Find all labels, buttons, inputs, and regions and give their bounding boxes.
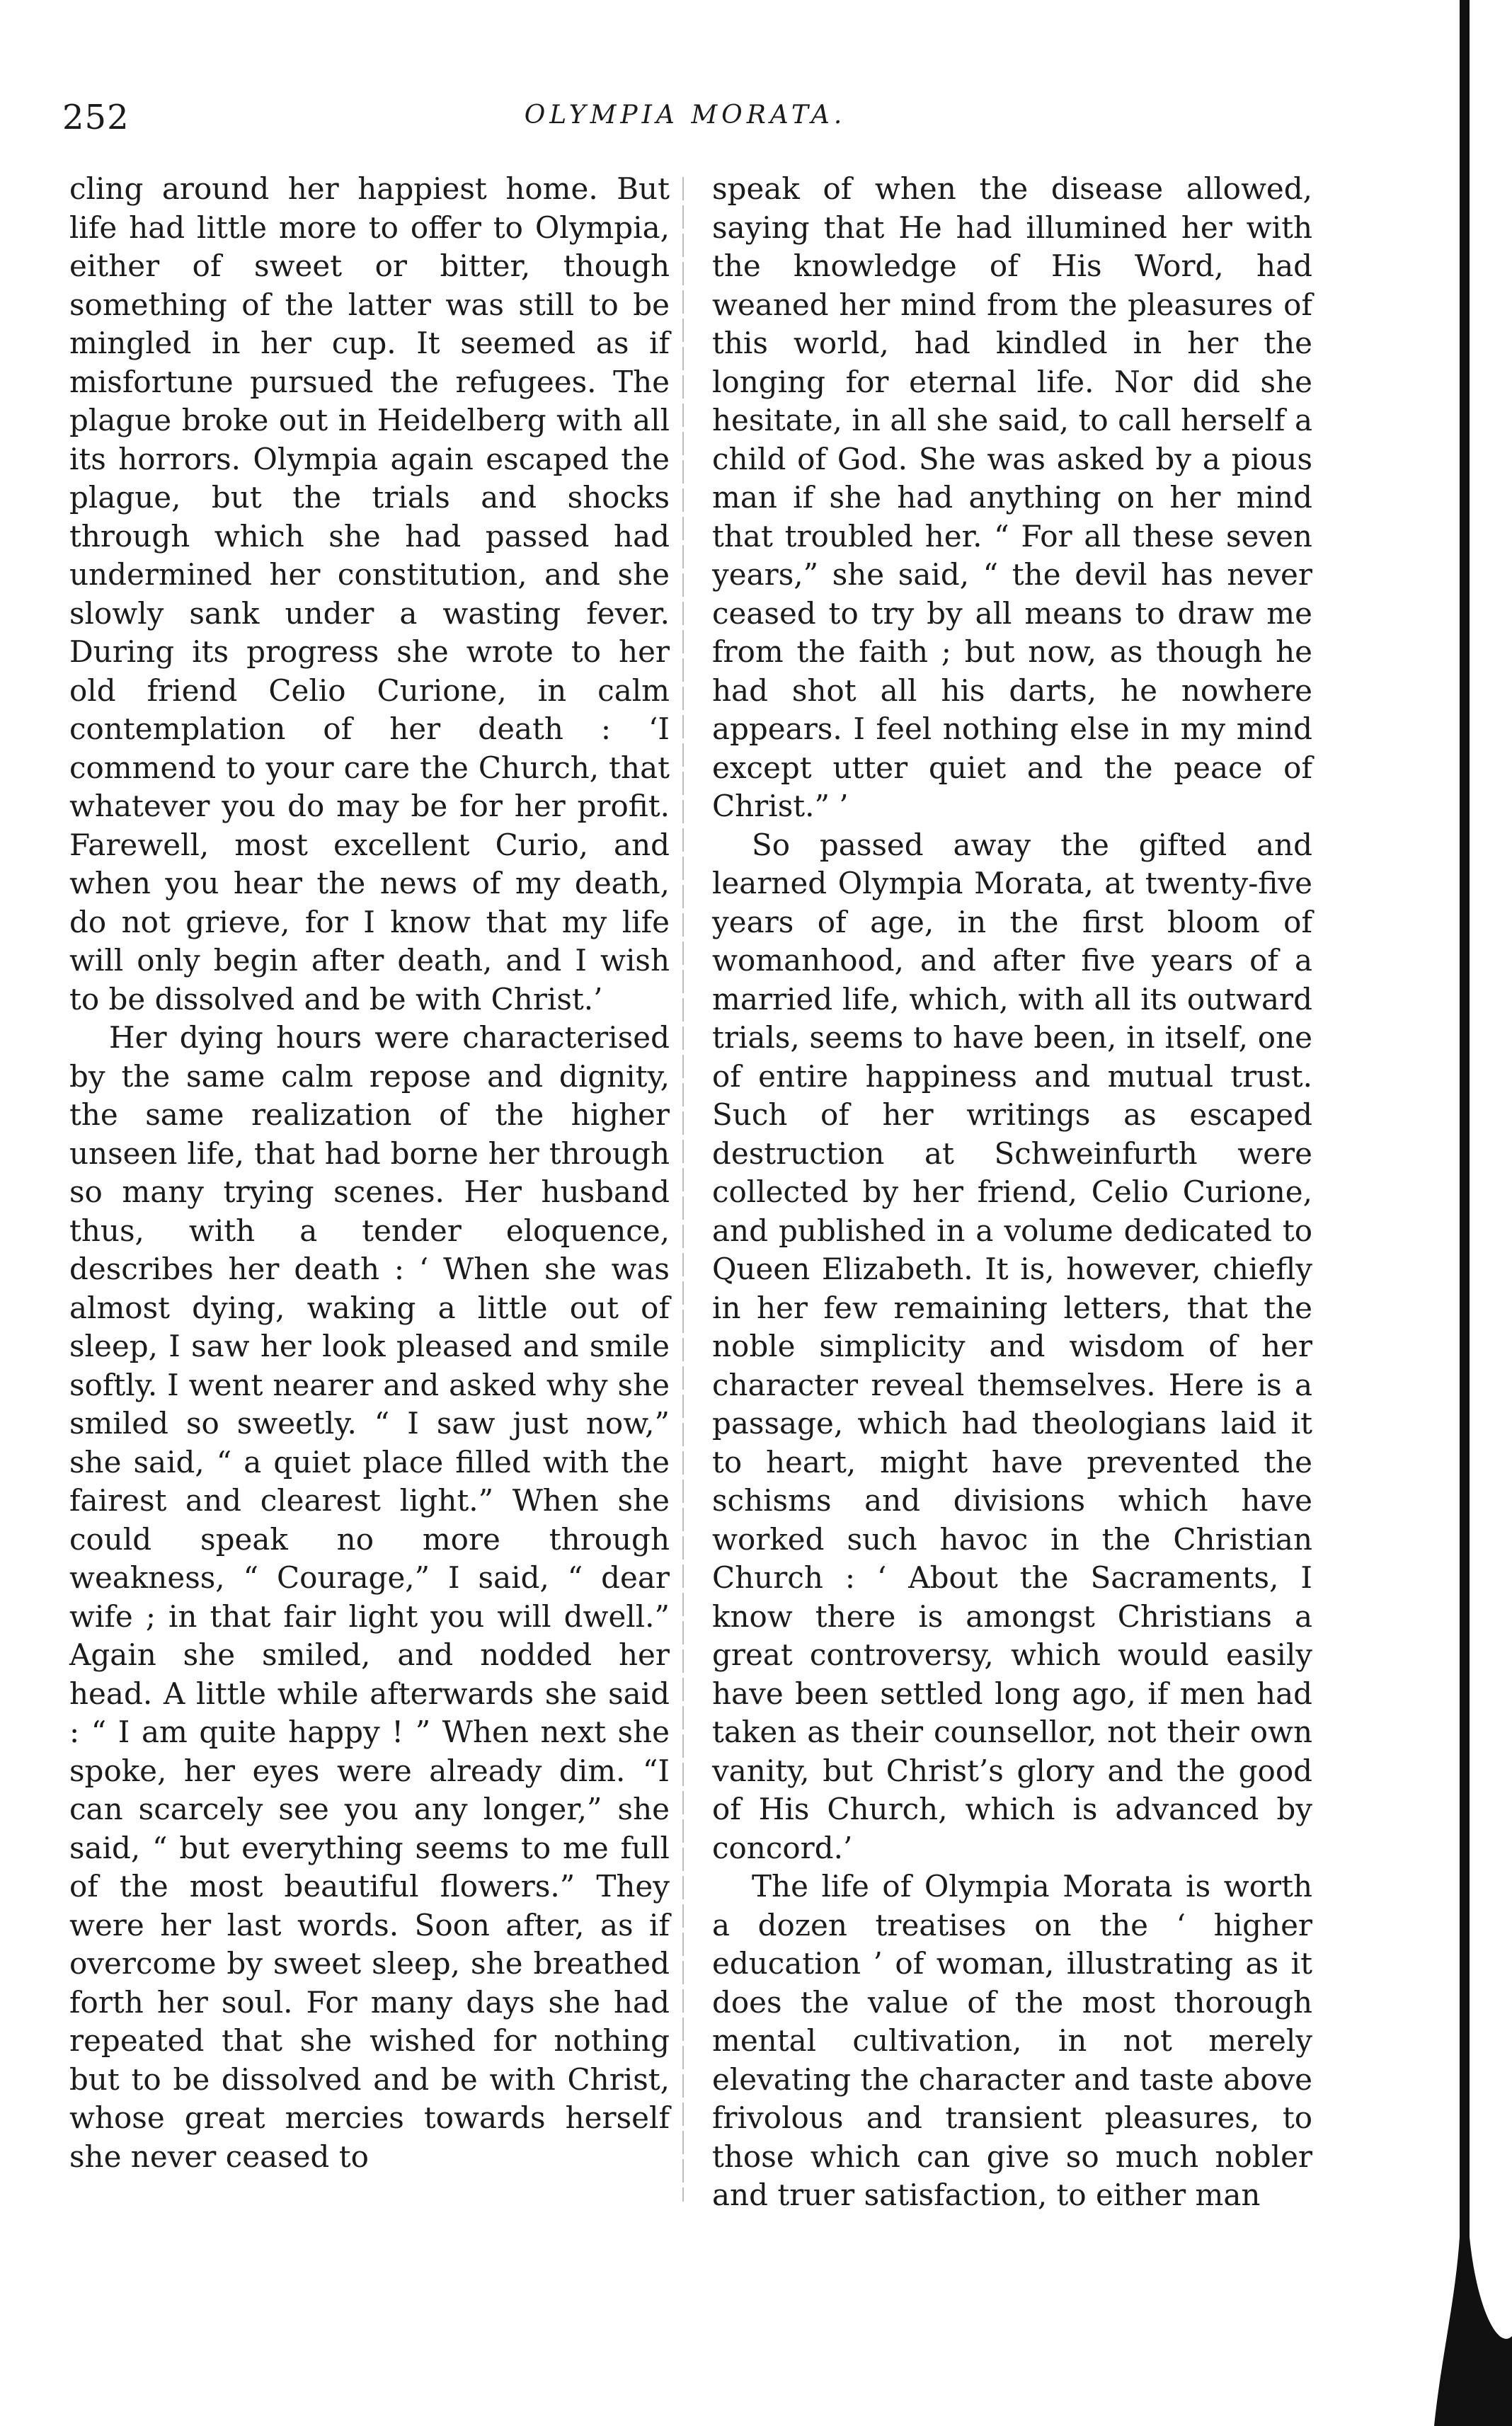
page-header xyxy=(62,98,1308,140)
paragraph: The life of Olympia Morata is worth a dozen treatises on the ‘ higher education ’ of woman, illustrating as it does the value of the most thorough mental cultivation, in not merely elevating the character and taste above frivolous and transient pleasures, to those which can give so much nobler and truer satisfaction, to either man xyxy=(712,1869,1312,2212)
paragraph: speak of when the disease allowed, saying that He had illumined her with the knowledge of His Word, had weaned her mind from the pleasures of this world, had kindled in her the longing for eternal life. Nor did she hesitate, in all she said, to call herself a child of God. She was asked by a pious man if she had anything on her mind that troubled her. “ For all these seven years,” she said, “ the devil has never ceased to try by all means to draw me from the faith ; but now, as though he had shot all his darts, he nowhere appears. I feel nothing else in my mind except utter quiet and the peace of Christ.” ’ xyxy=(712,171,1312,823)
column-divider xyxy=(682,177,684,2202)
page-binding-edge xyxy=(1434,0,1512,2426)
paragraph: cling around her happiest home. But life had little more to offer to Olympia, either of sweet or bitter, though something of the latter was still to be mingled in her cup. It seemed as if misfortune pursued the refugees. The plague broke out in Heidelberg with all its horrors. Olympia again escaped the plague, but the trials and shocks through which she had passed had undermined her constitution, and she slowly sank under a wasting fever. During its progress she wrote to her old friend Celio Curione, in calm contemplation of her death : ‘I commend to your care the Church, that whatever you do may be for her profit. Farewell, most excellent Curio, and when you hear the news of my death, do not grieve, for I know that my life will only begin after death, and I wish to be dissolved and be with Christ.’ xyxy=(69,171,670,1017)
left-column xyxy=(69,170,670,2176)
paragraph: So passed away the gifted and learned Olympia Morata, at twenty-five years of age, in the first bloom of womanhood, and after five years of a married life, which, with all its outward trials, seems to have been, in itself, one of entire happiness and mutual trust. Such of her writings as escaped destruction at Schweinfurth were collected by her friend, Celio Curione, and published in a volume dedicated to Queen Elizabeth. It is, however, chiefly in her few remaining letters, that the noble simplicity and wisdom of her character reveal themselves. Here is a passage, which had theologians laid it to heart, might have prevented the schisms and divisions which have worked such havoc in the Christian Church : ‘ About the Sacraments, I know there is amongst Christians a great controversy, which would easily have been settled long ago, if men had taken as their counsellor, not their own vanity, but Christ’s glory and the good of His Church, which is advanced by concord.’ xyxy=(712,827,1312,1865)
right-column xyxy=(712,170,1312,2215)
page-number: 252 xyxy=(62,98,130,137)
paragraph: Her dying hours were characterised by the same calm repose and dignity, the same realization of the higher unseen life, that had borne her through so many trying scenes. Her husband thus, with a tender eloquence, describes her death : ‘ When she was almost dying, waking a little out of sleep, I saw her look pleased and smile softly. I went nearer and asked why she smiled so sweetly. “ I saw just now,” she said, “ a quiet place filled with the fairest and clearest light.” When she could speak no more through weakness, “ Courage,” I said, “ dear wife ; in that fair light you will dwell.” Again she smiled, and nodded her head. A little while afterwards she said : “ I am quite happy ! ” When next she spoke, her eyes were already dim. “I can scarcely see you any longer,” she said, “ but everything seems to me full of the most beautiful flowers.” They were her last words. Soon after, as if overcome by sweet sleep, she breathed forth her soul. For many days she had repeated that she wished for nothing but to be dissolved and be with Christ, whose great mercies towards herself she never ceased to xyxy=(69,1020,670,2174)
running-title: OLYMPIA MORATA. xyxy=(524,101,847,130)
